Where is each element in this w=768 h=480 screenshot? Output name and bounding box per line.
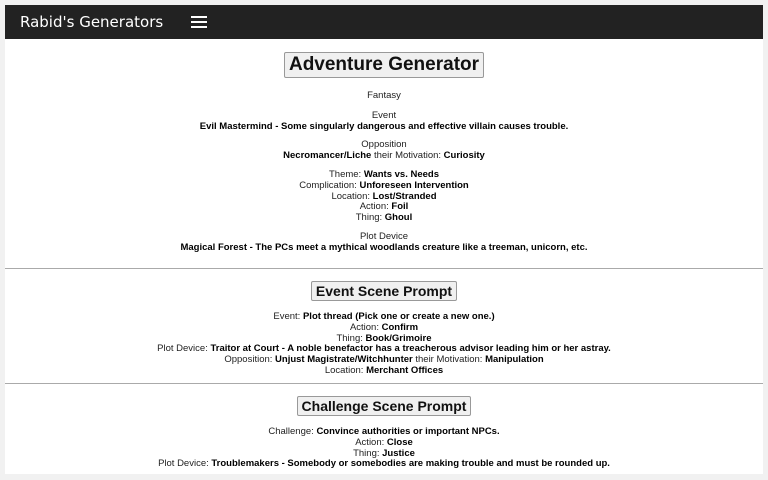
event-value: Evil Mastermind - Some singularly dangerous and effective villain causes trouble. bbox=[199, 120, 569, 132]
theme-label: Theme: bbox=[328, 168, 362, 180]
location-label: Location: bbox=[331, 190, 371, 202]
opposition-label: Opposition: bbox=[224, 354, 273, 366]
action-value: Foil bbox=[391, 201, 409, 213]
motivation-value: Manipulation bbox=[485, 354, 544, 366]
challenge-scene-prompt-button[interactable]: Challenge Scene Prompt bbox=[297, 396, 472, 416]
adventure-generator-button[interactable]: Adventure Generator bbox=[284, 52, 484, 78]
plot-device-label: Plot Device: bbox=[158, 458, 209, 470]
complication-label: Complication: bbox=[299, 179, 357, 191]
complication-value: Unforeseen Intervention bbox=[359, 179, 469, 191]
thing-label: Thing: bbox=[353, 447, 380, 459]
genre: Fantasy bbox=[367, 90, 401, 101]
event-scene-section bbox=[5, 269, 763, 383]
thing-value: Ghoul bbox=[384, 212, 413, 224]
motivation-label: their Motivation: bbox=[415, 354, 483, 366]
plot-device-label: Plot Device: bbox=[157, 343, 208, 355]
location-label: Location: bbox=[324, 364, 364, 376]
location-value: Merchant Offices bbox=[366, 364, 444, 376]
event-value: Plot thread (Pick one or create a new one.) bbox=[302, 311, 495, 322]
action-label: Action: bbox=[359, 201, 389, 213]
navbar bbox=[5, 5, 763, 39]
action-label: Action: bbox=[355, 436, 385, 448]
plot-device-value: Traitor at Court - A noble benefactor has a treacherous advisor leading him or her astray. bbox=[210, 343, 611, 355]
opposition-value: Unjust Magistrate/Witchhunter bbox=[275, 354, 413, 366]
theme-value: Wants vs. Needs bbox=[363, 168, 439, 180]
challenge-label: Challenge: bbox=[268, 426, 314, 437]
thing-label: Thing: bbox=[355, 212, 383, 224]
plot-device-value: Magical Forest - The PCs meet a mythical woodlands creature like a treeman, unicorn, etc. bbox=[180, 241, 588, 253]
action-label: Action: bbox=[349, 321, 379, 333]
opposition-label: Opposition bbox=[361, 139, 407, 151]
challenge-scene-section bbox=[5, 384, 763, 470]
motivation-label: their Motivation: bbox=[373, 150, 442, 162]
brand-link[interactable]: Rabid's Generators bbox=[20, 13, 164, 31]
hamburger-icon[interactable] bbox=[191, 16, 207, 28]
adventure-section bbox=[5, 39, 763, 268]
action-value: Close bbox=[386, 436, 413, 448]
challenge-value: Convince authorities or important NPCs. bbox=[316, 426, 500, 437]
event-label: Event bbox=[371, 109, 397, 121]
thing-value: Book/Grimoire bbox=[365, 332, 432, 344]
motivation-value: Curiosity bbox=[443, 150, 485, 162]
thing-value: Justice bbox=[382, 447, 415, 459]
event-label: Event: bbox=[273, 311, 301, 322]
action-value: Confirm bbox=[381, 321, 419, 333]
main-content bbox=[5, 39, 763, 474]
opposition-value: Necromancer/Liche bbox=[283, 150, 372, 162]
event-scene-prompt-button[interactable]: Event Scene Prompt bbox=[311, 281, 457, 301]
plot-device-label: Plot Device bbox=[359, 230, 409, 242]
location-value: Lost/Stranded bbox=[372, 190, 437, 202]
plot-device-value: Troublemakers - Somebody or somebodies are making trouble and must be rounded up. bbox=[211, 458, 610, 470]
thing-label: Thing: bbox=[336, 332, 363, 344]
